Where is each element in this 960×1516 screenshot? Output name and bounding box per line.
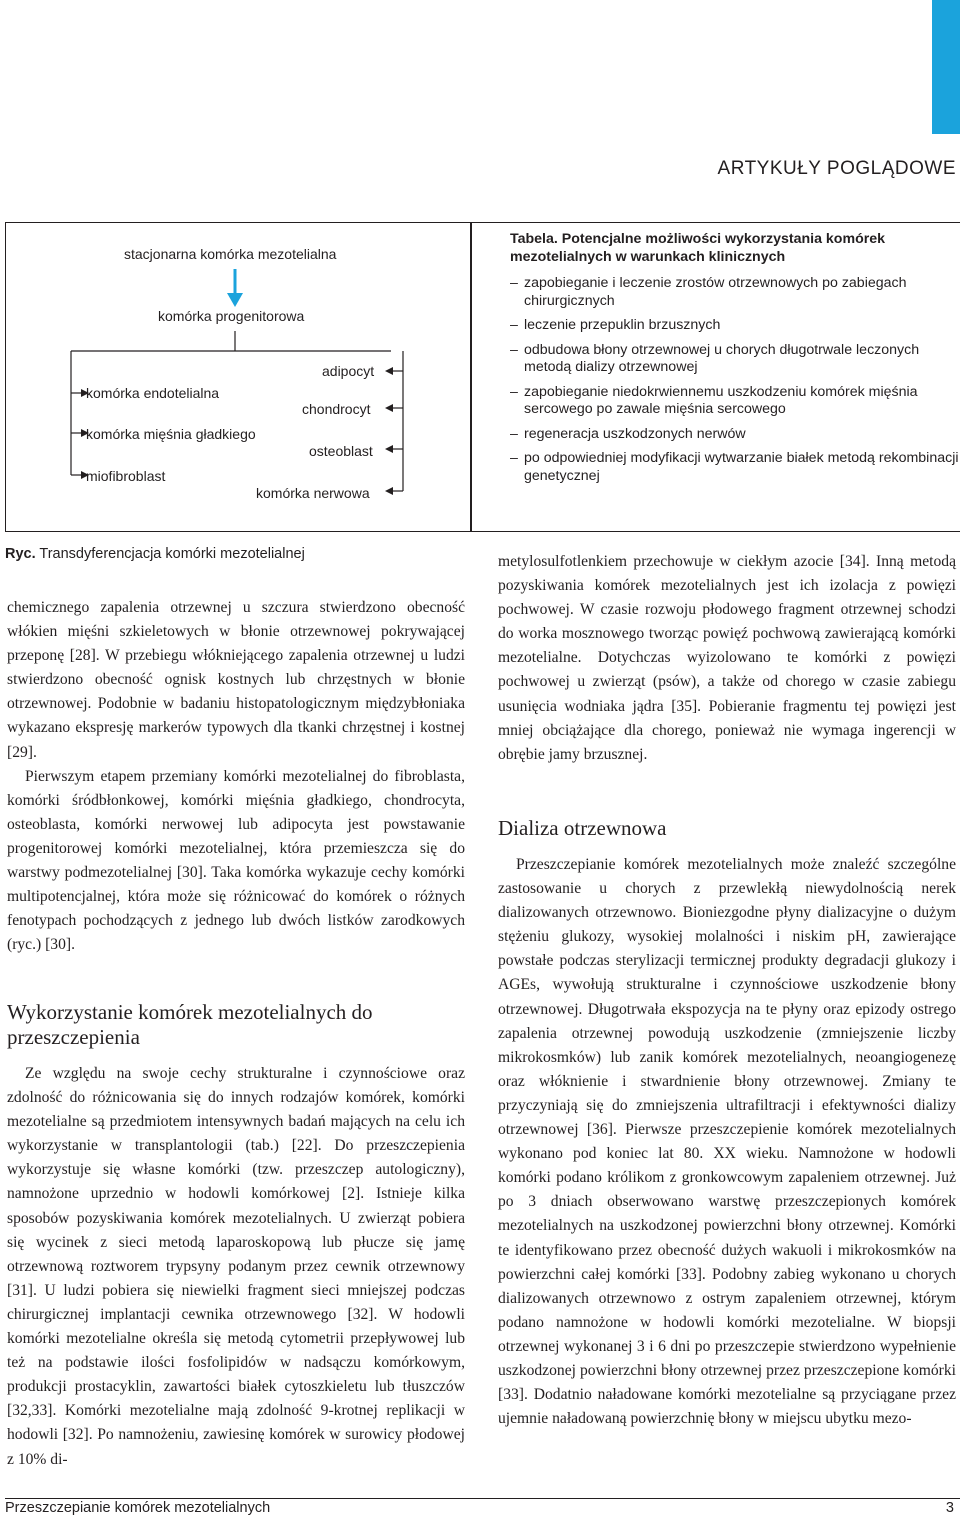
label-endotelialna: komórka endotelialna <box>86 385 220 401</box>
figure-box <box>5 222 960 532</box>
label-miofibroblast: miofibroblast <box>86 468 166 484</box>
right-column-top <box>498 550 956 767</box>
figure-caption: Ryc. Transdyferencjacja komórki mezotelialnej <box>5 546 305 562</box>
left-column-top <box>7 596 465 957</box>
label-top-cell: stacjonarna komórka mezotelialna <box>124 246 337 262</box>
footer-title: Przeszczepianie komórek mezotelialnych <box>5 1500 271 1516</box>
section-header: ARTYKUŁY POGLĄDOWE <box>717 158 956 179</box>
tabela-item: – po odpowiedniej modyfikacji wytwarzanie białek metodą rekombinacji genetycznej <box>510 450 959 484</box>
label-miesnia: komórka mięśnia gładkiego <box>86 426 256 442</box>
tabela-item: – regeneracja uszkodzonych nerwów <box>510 425 746 442</box>
left-paragraph-2: Pierwszym etapem przemiany komórki mezotelialnej do fibroblasta, komórki śródbłonkowej, komórki mięśnia gładkiego, chondrocyta, osteoblasta, komórki nerwowej lub adipocyta jest powstawanie progenitorowej komórki mezotelialnej, która przemieszcza się do warstwy podmezotelialnej [30]. Taka komórka wykazuje cechy komórki multipotencjalnej, która może się różnicować do komórek o różnych fenotypach pochodzących z jednego lub dwóch listków zarodkowych (ryc.) [30]. <box>7 767 465 954</box>
right-paragraph-2: Przeszczepianie komórek mezotelialnych może znaleźć szczególne zastosowanie u chorych z przewlekłą niewydolnością nerek dializowanych otrzewnowo. Bioniezgodne płyny dializacyjne o dużym stężeniu glukozy, wysokiej molalności i niskim pH, zawierające powstałe podczas sterylizacji termicznej produkty degradacji glukozy i AGEs, wywołują strukturalne i czynnościowe uszkodzenie błony otrzewnowej. Długotrwała ekspozycja na te płyny oraz epizody ostrego zapalenia otrzewnej powodują uszkodzenie (zmniejszenie liczby mikrokosmków) lub zanik komórek mezotelialnych, neoangiogenezę oraz włóknienie i stwardnienie błony otrzewnowej. Zmiany te przyczyniają się do zmniejszenia ultrafiltracji i efektywności dializy otrzewnowej [36]. Pierwsze przeszczepienie komórek mezotelialnych wykonano pod koniec lat 80. XX wieku. Namnożone w hodowli komórki podano królikom z gronkowcowym zapaleniem otrzewnej. Już po 3 dniach obserwowano warstwę przeszczepionych komórek mezotelialnych na uszkodzonej powierzchni błony otrzewnej. Komórki te identyfikowano przez obecność dużych wakuoli i mikrokosmków na powierzchni całej komórki [33]. Podobny zabieg wykonano u chorych dializowanych otrzewnowo z ostrym zapaleniem otrzewnej, którym podano namnożone w hodowli komórki mezotelialne. W biopsji otrzewnej wykonanej 3 i 6 dni po przeszczepie stwierdzono wypełnienie uszkodzonej powierzchni błony otrzewnej przez przeszczepione komórki [33]. Dodatnio naładowane komórki mezotelialne są przyciągane przez ujemnie naładowaną powierzchnię błony w miejscu ubytku mezo- <box>498 856 956 1428</box>
page-number: 3 <box>945 1500 954 1516</box>
arrow-chondrocyt <box>385 404 393 412</box>
label-chondrocyt: chondrocyt <box>302 401 371 417</box>
right-paragraph-1: metylosulfotlenkiem przechowuje w ciekłym azocie [34]. Inną metodą pozyskiwania komórek mezotelialnych jest ich izolacja z powięzi pochwowej. W czasie rozwoju płodowego fragment otrzewnej schodzi do worka mosznowego tworząc powięź pochwową zawierającą komórki mezotelialne. Dotychczas wyizolowano te komórki z powięzi pochwowej u zwierząt (psów), a także od chorego w czasie zabiegu usunięcia wodniaka jądra [35]. Pobieranie fragmentu tej powięzi jest mniej obciążające dla chorego, ponieważ nie wymaga ingerencji w obrębie jamy brzusznej. <box>498 553 956 763</box>
label-progenitor: komórka progenitorowa <box>158 308 305 324</box>
tabela-item: – zapobieganie niedokrwiennemu uszkodzeniu komórek mięśnia sercowego po zawale mięśnia sercowego <box>510 383 918 417</box>
tabela-item: – leczenie przepuklin brzusznych <box>510 317 721 333</box>
accent-bar <box>932 0 960 134</box>
arrow-nerwowa <box>385 487 393 495</box>
transdifferentiation-diagram <box>6 223 470 533</box>
label-osteoblast: osteoblast <box>309 443 373 459</box>
left-paragraph-3: Ze względu na swoje cechy strukturalne i czynnościowe oraz zdolność do różnicowania się do innych rodzajów komórek, komórki mezotelialne są przedmiotem intensywnych badań mających na celu ich wykorzystanie w transplantologii (tab.) [22]. Do przeszczepienia wykorzystuje się własne komórki (tzw. przeszczep autologiczny), namnożone uprzednio w hodowli komórkowej [2]. Istnieje kilka sposobów pozyskiwania komórek mezotelialnych. U zwierząt pobiera się wycinek z sieci metodą laparoskopową lub płucze się jamę otrzewnową roztworem trypsyny podanym przez cewnik otrzewnowy [31]. U ludzi pobiera się niewielki fragment sieci mniejszej podczas chirurgicznej implantacji cewnika otrzewnowego [32]. W hodowli komórki mezotelialne określa się metodą cytometrii przepływowej lub też na podstawie ilości fosfolipidów w nadsączu komórkowym, produkcji prostacyklin, zawartości białek cytoszkieletu lub tłuszczów [32,33]. Komórki mezotelialne mają zdolność 9-krotnej replikacji w hodowli [32]. Po namnożeniu, zawiesinę komórek w surowicy płodowej z 10% di- <box>7 1065 465 1468</box>
arrow-adipocyt <box>385 367 393 375</box>
tabela <box>510 231 960 492</box>
tabela-title: Tabela. Potencjalne możliwości wykorzystania komórek mezotelialnych w warunkach klinicznych <box>510 231 886 265</box>
left-column-bottom <box>7 1062 465 1472</box>
label-adipocyt: adipocyt <box>322 363 375 379</box>
footer-rule <box>5 1498 960 1499</box>
diagram-lines <box>6 223 470 533</box>
heading-dializa: Dializa otrzewnowa <box>498 816 667 840</box>
progenitor-arrow-head <box>227 293 243 307</box>
label-nerwowa: komórka nerwowa <box>256 485 370 501</box>
heading-przeszczepienie: Wykorzystanie komórek mezotelialnych do przeszczepienia <box>7 1000 373 1049</box>
arrow-osteoblast <box>385 445 393 453</box>
right-column-bottom <box>498 853 956 1431</box>
left-paragraph-1: chemicznego zapalenia otrzewnej u szczura stwierdzono obecność włókien mięśni szkieletowych w błonie otrzewnowej pokrywającej przeponę [28]. W przebiegu włókniejącego zapalenia otrzewnej u ludzi stwierdzono obecność ognisk kostnych lub chrzęstnych w błonie otrzewnowej. Podobnie w badaniu histopatologicznym międzybłoniaka wykazano ekspresję markerów typowych dla tkanki chrzęstnej i kostnej [29]. <box>7 599 465 761</box>
figure-divider <box>470 223 472 531</box>
tabela-item: – odbudowa błony otrzewnowej u chorych długotrwale leczonych metodą dializy otrzewnowej <box>510 341 920 375</box>
tabela-item: – zapobieganie i leczenie zrostów otrzewnowych po zabiegach chirurgicznych <box>510 275 907 309</box>
